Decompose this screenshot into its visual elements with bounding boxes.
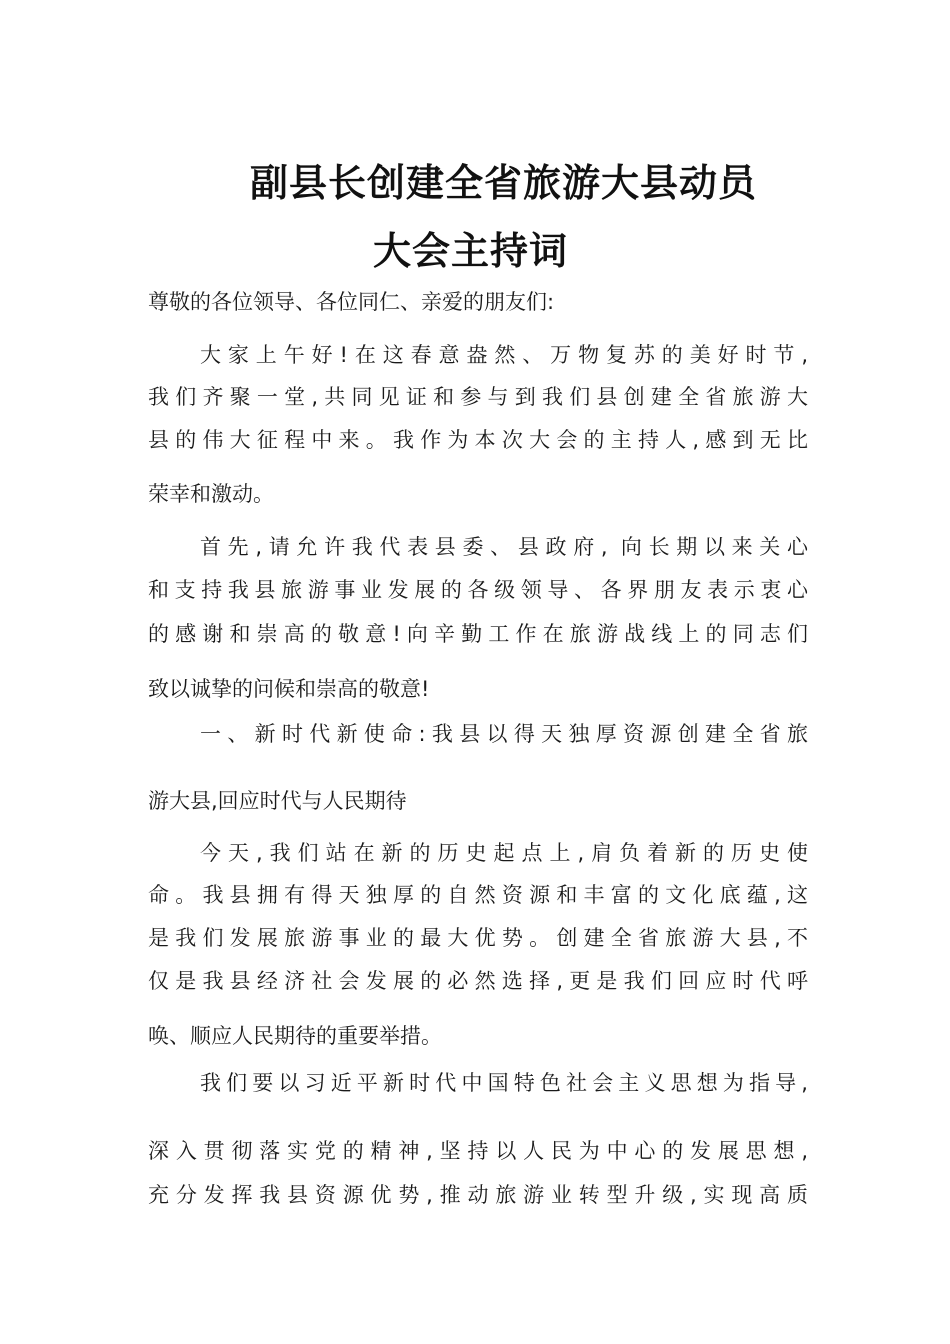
document-title-line-1: 副县长创建全省旅游大县动员 — [250, 161, 758, 205]
paragraph-line: 唤、顺应人民期待的重要举措。 — [148, 1024, 442, 1048]
paragraph-line: 深入贯彻落实党的精神,坚持以人民为中心的发展思想, — [148, 1139, 808, 1163]
paragraph-line: 致以诚挚的问候和崇高的敬意! — [148, 677, 430, 701]
paragraph-line: 命。我县拥有得天独厚的自然资源和丰富的文化底蕴,这 — [148, 883, 808, 907]
section-heading-line: 一、新时代新使命:我县以得天独厚资源创建全省旅 — [200, 722, 808, 746]
paragraph-line: 县的伟大征程中来。我作为本次大会的主持人,感到无比 — [148, 428, 808, 452]
paragraph-line: 仅是我县经济社会发展的必然选择,更是我们回应时代呼 — [148, 969, 808, 993]
section-heading-line: 游大县,回应时代与人民期待 — [148, 789, 407, 813]
document-title-line-2: 大会主持词 — [373, 229, 569, 273]
paragraph-line: 的感谢和崇高的敬意!向辛勤工作在旅游战线上的同志们 — [148, 622, 808, 646]
paragraph-line: 充分发挥我县资源优势,推动旅游业转型升级,实现高质 — [148, 1183, 808, 1207]
paragraph-line: 首先,请允许我代表县委、县政府, 向长期以来关心 — [200, 535, 808, 559]
paragraph-line: 和支持我县旅游事业发展的各级领导、各界朋友表示衷心 — [148, 578, 808, 602]
salutation-line: 尊敬的各位领导、各位同仁、亲爱的朋友们: — [148, 290, 555, 314]
paragraph-line: 今天,我们站在新的历史起点上,肩负着新的历史使 — [200, 841, 808, 865]
paragraph-line: 是我们发展旅游事业的最大优势。创建全省旅游大县,不 — [148, 926, 808, 950]
paragraph-line: 我们齐聚一堂,共同见证和参与到我们县创建全省旅游大 — [148, 385, 808, 409]
paragraph-line: 我们要以习近平新时代中国特色社会主义思想为指导, — [200, 1071, 808, 1095]
paragraph-line: 荣幸和激动。 — [148, 482, 274, 506]
paragraph-line: 大家上午好!在这春意盎然、万物复苏的美好时节, — [200, 343, 808, 367]
